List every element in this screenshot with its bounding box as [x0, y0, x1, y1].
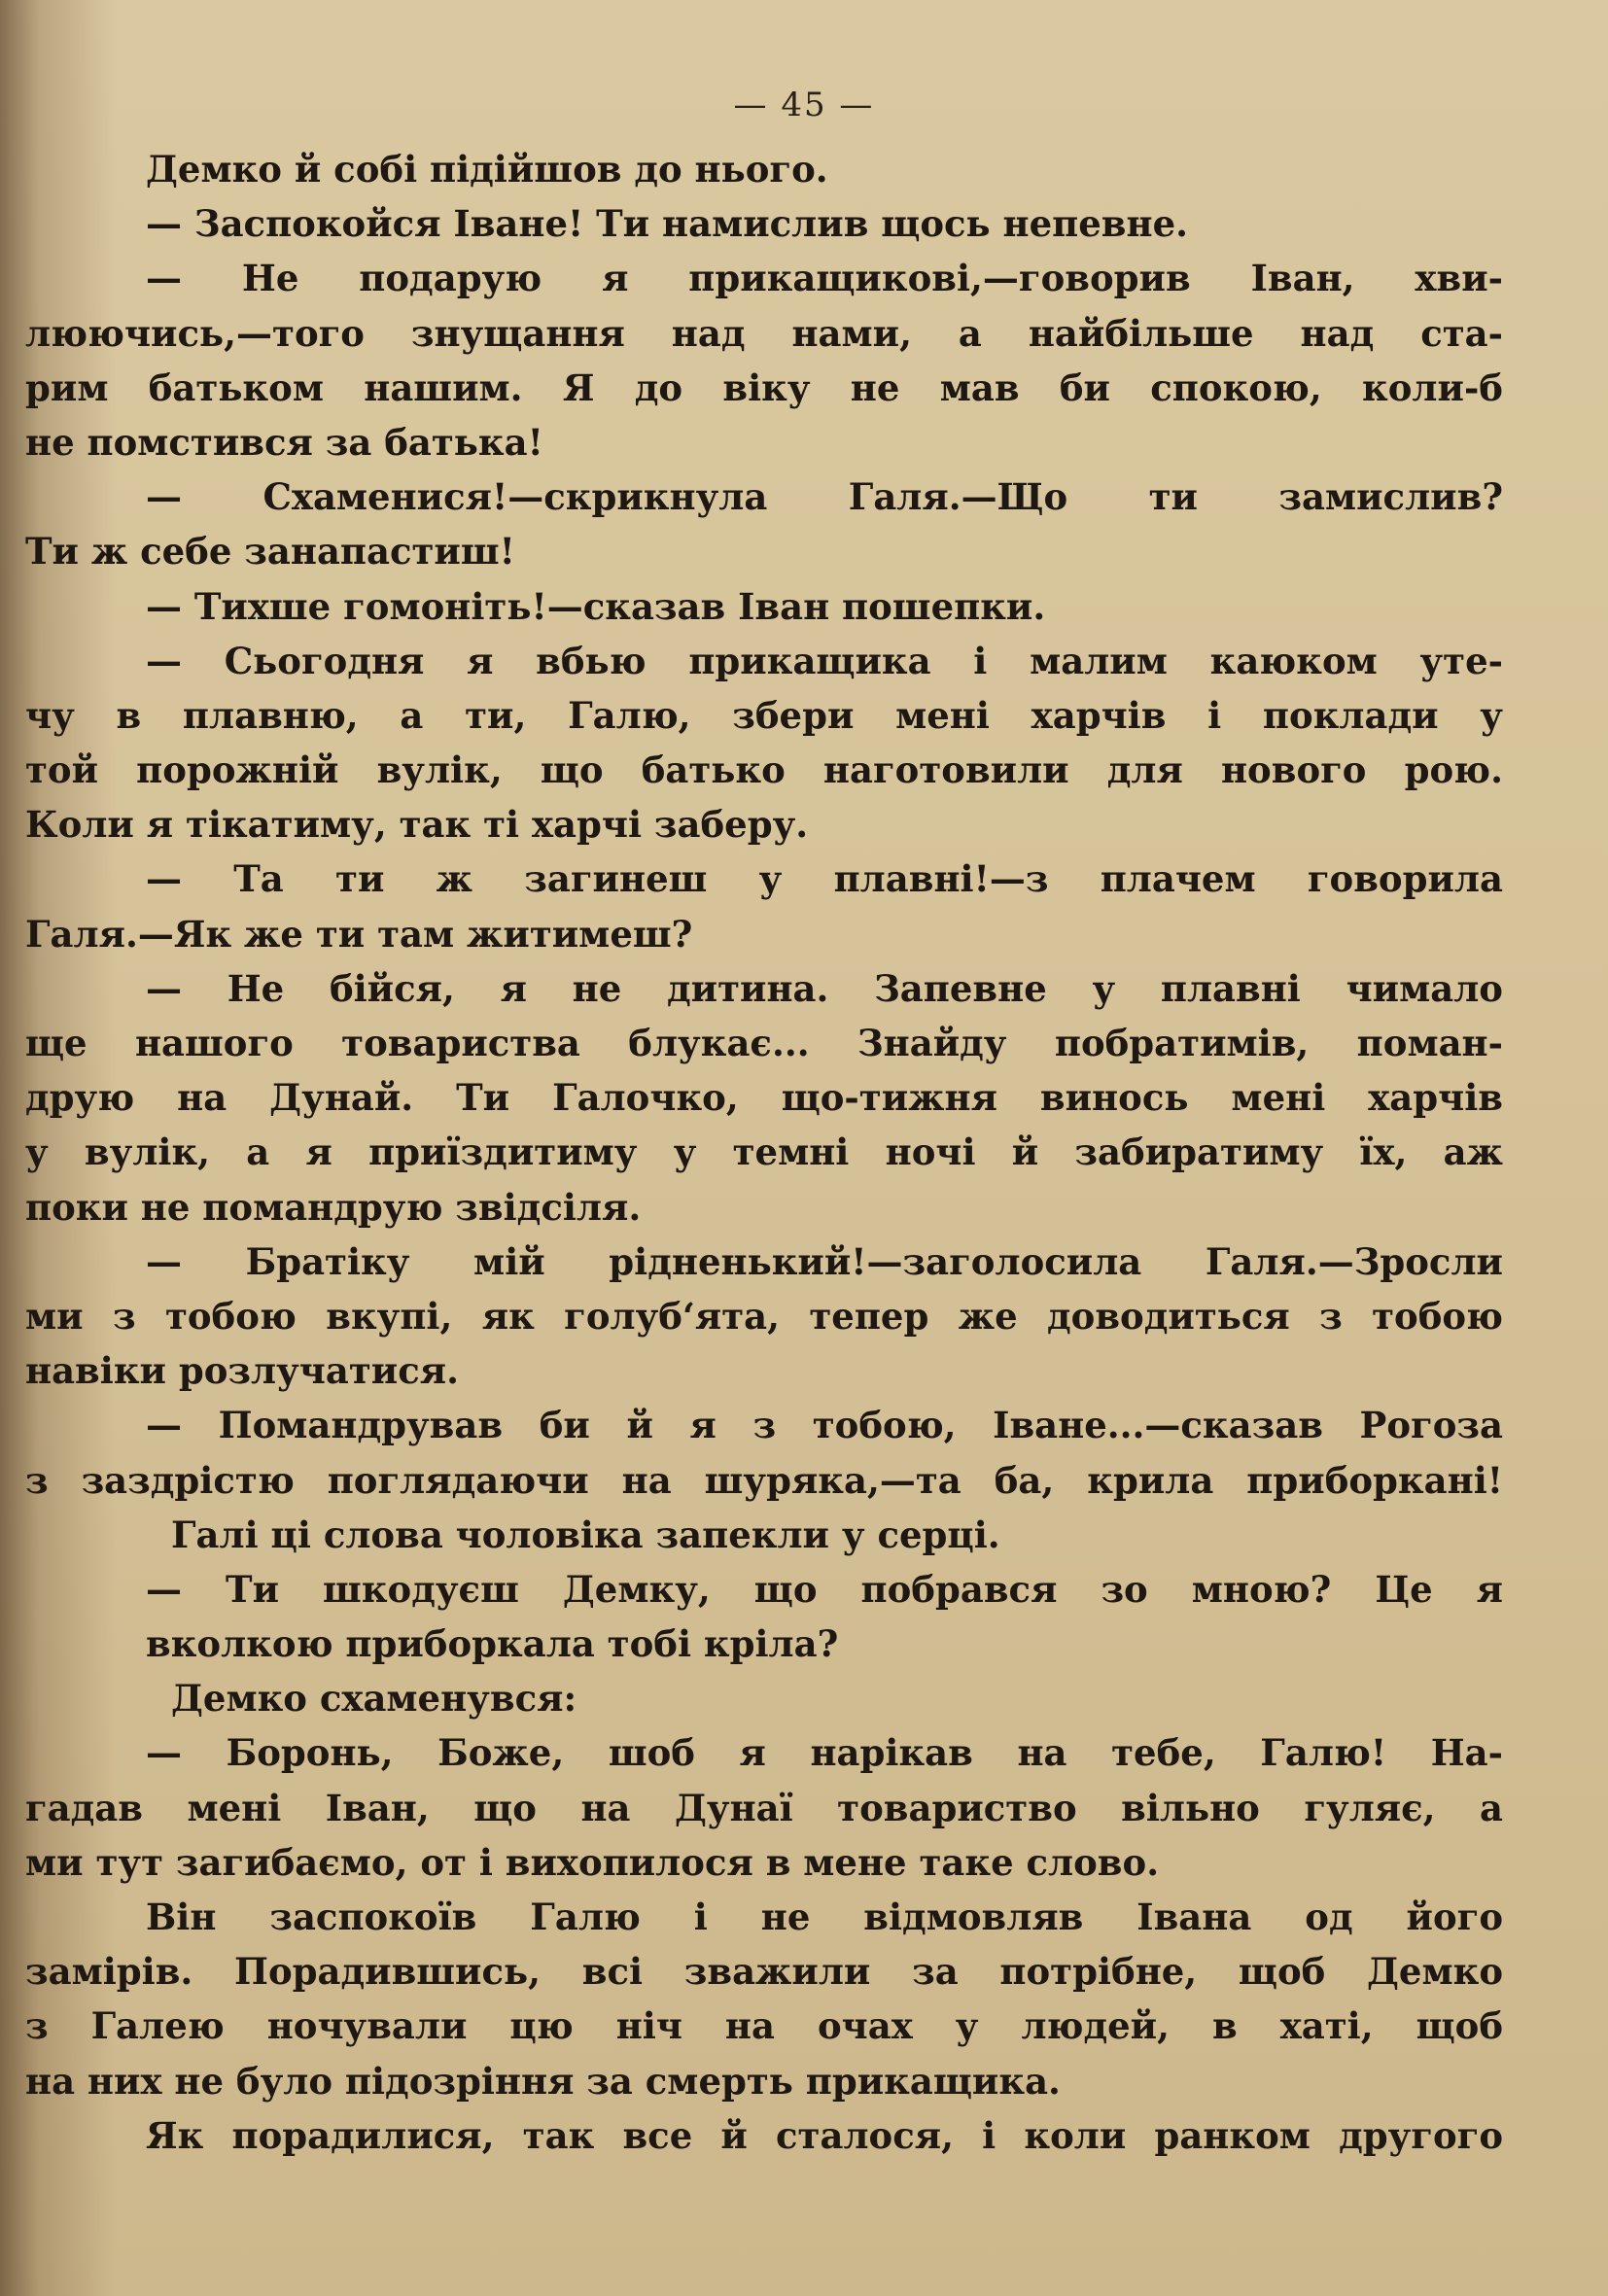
text-line: ще нашого товариства блукає... Знайду побратимів, поман- [25, 1022, 1503, 1064]
text-line: Ти ж себе занапастиш! [25, 530, 515, 574]
body-text [25, 142, 1503, 2163]
text-line: рим батьком нашим. Я до віку не мав би спокою, коли-б [25, 365, 1503, 409]
text-line: чу в плавню, а ти, Галю, збери мені харчів і поклади у [25, 693, 1503, 737]
text-line: — Та ти ж загинеш у плавні!—з плачем говорила [146, 857, 1503, 901]
text-line: — Тихше гомоніть!—сказав Іван пошепки. [146, 584, 1046, 628]
text-line: Демко й собі підійшов до нього. [146, 148, 828, 191]
text-line: вколкою приборкала тобі кріла? [146, 1622, 839, 1666]
text-line: ми з тобою вкупі, як голуб‘ята, тепер же доводиться з тобою [25, 1294, 1503, 1338]
text-line: навіки розлучатися. [25, 1349, 459, 1393]
text-line: — Сьогодня я вбью прикащика і малим каюком уте- [146, 639, 1503, 682]
text-line: поки не помандрую звідсіля. [25, 1185, 642, 1229]
text-line: — Схаменися!—скрикнула Галя.—Що ти замислив? [146, 475, 1503, 519]
text-line: Коли я тікатиму, так ті харчі заберу. [25, 803, 809, 847]
text-line: — Не подарую я прикащикові,—говорив Іван, хви- [146, 257, 1503, 300]
text-line: не помстився за батька! [25, 420, 543, 464]
text-line: гадав мені Іван, що на Дунаї товариство вільно гуляє, а [25, 1786, 1503, 1829]
text-line: той порожній вулік, що батько наготовили для нового рою. [25, 748, 1503, 792]
text-line: — Заспокойся Іване! Ти намислив щось непевне. [146, 202, 1188, 246]
text-line: — Не бійся, я не дитина. Запевне у плавні чимало [146, 966, 1503, 1010]
text-line: з Галею ночували цю ніч на очах у людей, в хаті, щоб [25, 2004, 1503, 2048]
text-line: друю на Дунай. Ти Галочко, що-тижня винось мені харчів [25, 1076, 1503, 1120]
text-line: Як порадилися, так все й сталося, і коли ранком другого [146, 2113, 1503, 2157]
text-line: на них не було підозріння за смерть прикащика. [25, 2059, 1061, 2103]
text-line: Демко схаменувся: [171, 1677, 577, 1721]
text-line: — Братіку мій рідненький!—заголосила Галя.—Зросли [146, 1239, 1503, 1283]
text-line: — Помандрував би й я з тобою, Іване...—сказав Рогоза [146, 1404, 1503, 1447]
text-line: Він заспокоїв Галю і не відмовляв Івана од його [146, 1896, 1503, 1938]
text-line: — Ти шкодуєш Демку, що побрався зо мною? Це я [146, 1567, 1503, 1611]
text-line: люючись,—того знущання над нами, а найбільше над ста- [25, 311, 1503, 355]
text-line: — Боронь, Боже, шоб я нарікав на тебе, Галю! На- [146, 1731, 1503, 1775]
text-line: ми тут загибаємо, от і вихопилося в мене таке слово. [25, 1840, 1160, 1884]
text-line: Галі ці слова чоловіка запекли у серці. [171, 1513, 1000, 1556]
text-line: Галя.—Як же ти там житимеш? [25, 912, 693, 956]
text-line: замірів. Порадившись, всі зважили за потрібне, щоб Демко [25, 1950, 1503, 1994]
page-number: — 45 — [733, 86, 875, 124]
text-line: у вулік, а я приїздитиму у темні ночі й забиратиму їх, аж [25, 1131, 1503, 1174]
text-line: з заздрістю поглядаючи на шуряка,—та ба, крила приборкані! [25, 1458, 1503, 1502]
